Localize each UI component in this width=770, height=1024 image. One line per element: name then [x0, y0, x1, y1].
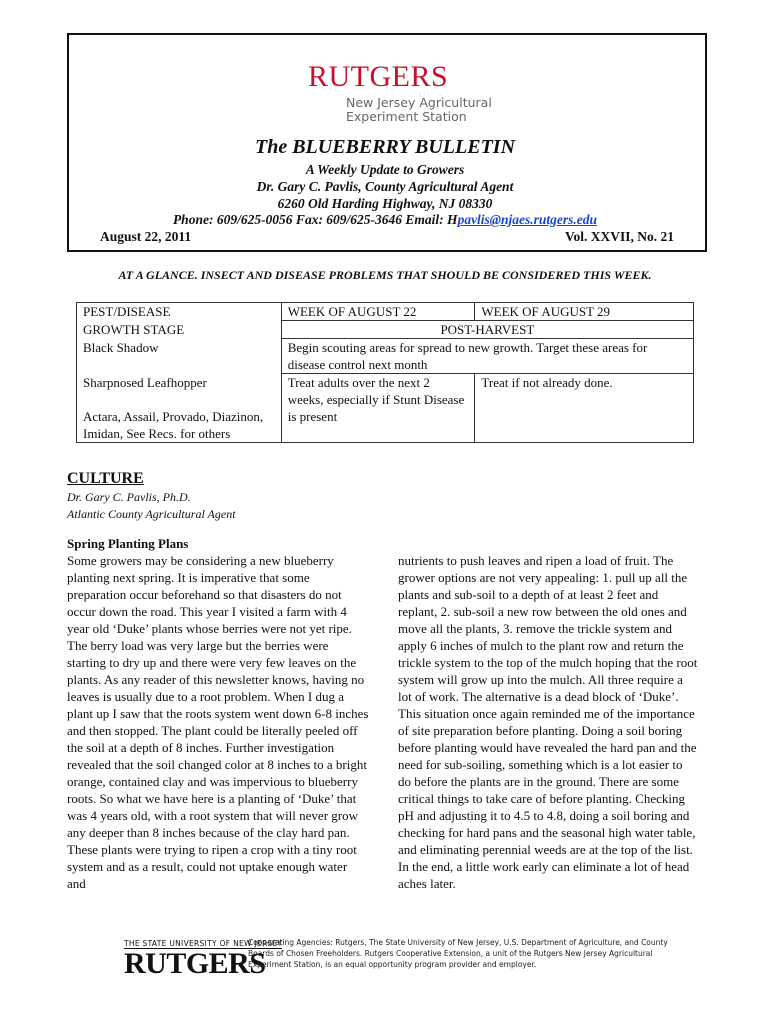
- pest-leafhopper-recs: Actara, Assail, Provado, Diazinon, Imidan, See Recs. for others: [83, 408, 264, 441]
- black-shadow-week1: Begin scouting areas for spread to new growth. Target these areas for disease control next month: [281, 339, 693, 374]
- agent-line: Dr. Gary C. Pavlis, County Agricultural Agent: [256, 179, 514, 194]
- culture-author-block: [67, 489, 236, 523]
- article-subheading: Spring Planting Plans: [67, 536, 189, 551]
- email-link[interactable]: pavlis@njaes.rutgers.edu: [457, 212, 598, 227]
- contact-prefix: Phone: 609/625-0056 Fax: 609/625-3646 Email: H: [172, 212, 458, 227]
- growth-stage-label: GROWTH STAGE: [77, 321, 282, 339]
- pest-leafhopper: Sharpnosed Leafhopper: [83, 374, 207, 390]
- footer-rutgers-wordmark: RUTGERS: [124, 948, 282, 979]
- bulletin-subtitle: A Weekly Update to Growers: [305, 162, 465, 177]
- article-column-2: nutrients to push leaves and ripen a load of fruit. The grower options are not very appealing: 1. pull up all the plants and sub-soil to a depth of at least 2 feet and replant, 2. sub-soil a new row between the old ones and move all the plants, 3. remove the trickle system and apply 6 inches of mulch to the plant row and return the trickle system to the top of the mulch hoping that the root system will grow up into the mulch. All three require a lot of work. The alternative is a dead block of ‘Duke’. This situation once again reminded me of the importance of site preparation before planting. Doing a soil boring before planting would have revealed the hard pan and the need for sub-soiling, something which is a lot easier to do before the plants are in the ground. There are some critical things to take care of before planting. Checking pH and adjusting it to 4.5 to 4.8, doing a soil boring and checking for hard pans and the seasonal high water table, and eliminating perennial weeds are at the top of the list. In the end, a little work early can eliminate a lot of head aches later.: [398, 553, 698, 891]
- article-column-1: [67, 535, 369, 892]
- logo-sub-line-1: New Jersey Agricultural: [346, 95, 492, 110]
- issue-volume: Vol. XXVII, No. 21: [564, 229, 674, 244]
- pest-black-shadow: Black Shadow: [77, 339, 282, 374]
- at-a-glance-heading: AT A GLANCE. INSECT AND DISEASE PROBLEMS THAT SHOULD BE CONSIDERED THIS WEEK.: [118, 268, 652, 282]
- rutgers-logo: RUTGERS: [308, 60, 449, 93]
- pest-table: [76, 302, 694, 443]
- author-name: Dr. Gary C. Pavlis, Ph.D.: [67, 490, 191, 504]
- issue-date: August 22, 2011: [100, 229, 192, 244]
- address-line: 6260 Old Harding Highway, NJ 08330: [277, 196, 493, 211]
- leafhopper-week2: Treat if not already done.: [475, 374, 694, 443]
- bulletin-title: The BLUEBERRY BULLETIN: [254, 136, 516, 158]
- footer-university-line: THE STATE UNIVERSITY OF NEW JERSEY: [124, 939, 283, 948]
- growth-stage-value: POST-HARVEST: [281, 321, 693, 339]
- logo-subtitle: [346, 96, 492, 124]
- culture-heading: CULTURE: [67, 470, 144, 487]
- footer-disclaimer: Cooperating Agencies: Rutgers, The State University of New Jersey, U.S. Department of Agriculture, and County Boards of Chosen Freeholders. Rutgers Cooperative Extension, a unit of the Rutgers New Jersey Agricultural Experiment Station, is an equal opportunity program provider and employer.: [248, 938, 668, 969]
- header-week1: WEEK OF AUGUST 22: [281, 303, 475, 321]
- header-pest: PEST/DISEASE: [77, 303, 282, 321]
- pest-leafhopper-cell: [77, 374, 282, 443]
- article-text-1: Some growers may be considering a new blueberry planting next spring. It is imperative that some preparation occur beforehand so that disasters do not occur down the road. This year I visited a farm with 4 year old ‘Duke’ plants whose berries were not yet ripe. The berry load was very large but the berries were starting to dry up and there were very few leaves on the plants. As any reader of this newsletter knows, having no leaves is usually due to a root problem. When I dug a plant up I saw that the roots system went down 6-8 inches and then stopped. The plant could be literally peeled off the soil at a depth of 8 inches. Further investigation revealed that the soil changed color at 8 inches to a bright orange, contained clay and was impervious to blueberry roots. So what we have here is a planting of ‘Duke’ that was 4 years old, with a root system that will never grow any deeper than 8 inches because of the clay hard pan. These plants were trying to ripen a crop with a tiny root system and as a result, could not uptake enough water and: [67, 553, 369, 891]
- leafhopper-week1: Treat adults over the next 2 weeks, especially if Stunt Disease is present: [281, 374, 475, 443]
- author-affiliation: Atlantic County Agricultural Agent: [67, 507, 236, 521]
- header-week2: WEEK OF AUGUST 29: [475, 303, 694, 321]
- contact-line: [0, 212, 770, 228]
- logo-sub-line-2: Experiment Station: [346, 109, 467, 124]
